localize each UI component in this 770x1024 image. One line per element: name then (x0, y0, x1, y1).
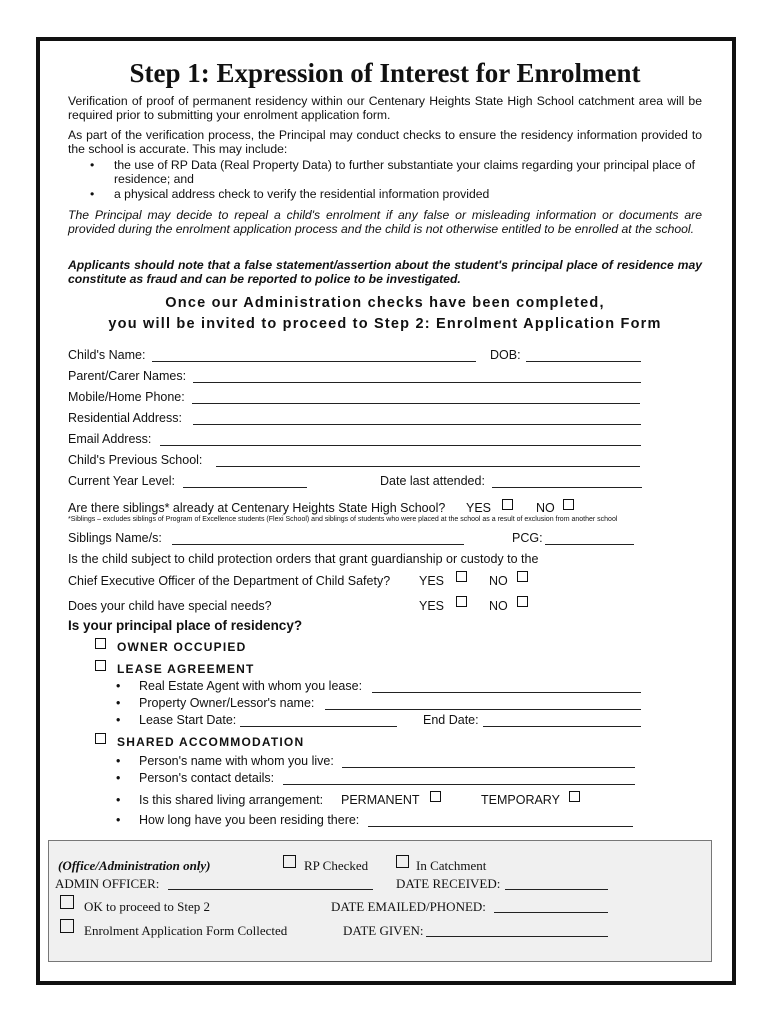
protection-no-label: NO (489, 574, 508, 588)
agent-label: Real Estate Agent with whom you lease: (139, 679, 363, 693)
date-last-attended-label: Date last attended: (380, 474, 485, 488)
protection-no-checkbox[interactable] (517, 571, 528, 582)
temporary-label: TEMPORARY (481, 793, 560, 807)
parent-names-label: Parent/Carer Names: (68, 369, 187, 383)
office-heading: (Office/Administration only) (58, 858, 211, 873)
fraud-warning: Applicants should note that a false statement/assertion about the student's principal place of residence may constitute as fraud and can be reported to police to be investigated. (68, 258, 702, 286)
bullet-icon: • (116, 713, 121, 727)
intro-paragraph-1: Verification of proof of permanent residency within our Centenary Heights State High School catchment area will be required prior to submitting your enrolment application form. (68, 94, 702, 122)
phone-field[interactable] (192, 403, 640, 404)
ok-step2-label: OK to proceed to Step 2 (84, 899, 211, 914)
notice-line-2: you will be invited to proceed to Step 2: Enrolment Application Form (108, 316, 662, 332)
bullet-icon: • (116, 754, 121, 768)
child-name-label: Child's Name: (68, 348, 146, 362)
bullet-icon: • (116, 696, 121, 710)
siblings-footnote: *Siblings – excludes siblings of Program of Excellence students (Flexi School) and siblings of students who were placed at the school as a result of exclusion from another school (68, 516, 618, 523)
siblings-yes-checkbox[interactable] (502, 499, 513, 510)
residency-question: Is your principal place of residency? (68, 618, 303, 633)
email-field[interactable] (160, 445, 641, 446)
pcg-label: PCG: (512, 531, 543, 545)
temporary-checkbox[interactable] (569, 791, 580, 802)
rp-checked-label: RP Checked (304, 858, 369, 873)
date-emailed-label: DATE EMAILED/PHONED: (331, 899, 486, 914)
arrangement-label: Is this shared living arrangement: (139, 793, 324, 807)
rp-checked-checkbox[interactable] (283, 855, 296, 868)
siblings-names-label: Siblings Name/s: (68, 531, 162, 545)
bullet-item: • the use of RP Data (Real Property Data) to further substantiate your claims regarding your principal place of residence; and (90, 158, 696, 186)
date-received-field[interactable] (505, 889, 608, 890)
person-name-field[interactable] (342, 767, 635, 768)
owner-occupied-label: OWNER OCCUPIED (117, 640, 247, 654)
email-label: Email Address: (68, 432, 152, 446)
in-catchment-checkbox[interactable] (396, 855, 409, 868)
special-needs-yes-checkbox[interactable] (456, 596, 467, 607)
siblings-names-field[interactable] (172, 544, 464, 545)
bullet-icon: • (116, 813, 121, 827)
contact-details-label: Person's contact details: (139, 771, 275, 785)
person-name-label: Person's name with whom you live: (139, 754, 334, 768)
date-received-label: DATE RECEIVED: (396, 876, 501, 891)
lease-end-label: End Date: (423, 713, 479, 727)
address-field[interactable] (193, 424, 641, 425)
agent-field[interactable] (372, 692, 641, 693)
protection-yes-checkbox[interactable] (456, 571, 467, 582)
notice-line-1: Once our Administration checks have been completed, (165, 295, 605, 311)
date-emailed-field[interactable] (494, 912, 608, 913)
duration-field[interactable] (368, 826, 633, 827)
form-collected-label: Enrolment Application Form Collected (84, 923, 288, 938)
special-needs-no-label: NO (489, 599, 508, 613)
lessor-name-label: Property Owner/Lessor's name: (139, 696, 315, 710)
phone-label: Mobile/Home Phone: (68, 390, 185, 404)
siblings-no-checkbox[interactable] (563, 499, 574, 510)
bullet-icon: • (90, 187, 95, 201)
siblings-question: Are there siblings* already at Centenary Heights State High School? (68, 501, 446, 515)
shared-accommodation-label: SHARED ACCOMMODATION (117, 735, 305, 749)
lease-agreement-label: LEASE AGREEMENT (117, 662, 255, 676)
dob-label: DOB: (490, 348, 521, 362)
admin-officer-label: ADMIN OFFICER: (55, 876, 160, 891)
child-name-field[interactable] (152, 361, 476, 362)
prev-school-field[interactable] (216, 466, 640, 467)
owner-occupied-checkbox[interactable] (95, 638, 106, 649)
parent-names-field[interactable] (193, 382, 641, 383)
bullet-icon: • (116, 793, 121, 807)
shared-accommodation-checkbox[interactable] (95, 733, 106, 744)
permanent-label: PERMANENT (341, 793, 420, 807)
siblings-yes-label: YES (466, 501, 492, 515)
lease-start-label: Lease Start Date: (139, 713, 237, 727)
date-given-field[interactable] (426, 936, 608, 937)
special-needs-yes-label: YES (419, 599, 445, 613)
lessor-name-field[interactable] (325, 709, 641, 710)
lease-start-field[interactable] (240, 726, 397, 727)
italic-note: The Principal may decide to repeal a child's enrolment if any false or misleading information or documents are provided during the enrolment application process and the child is not otherwise entitled to be enrolled at the school. (68, 208, 702, 236)
page-title: Step 1: Expression of Interest for Enrolment (129, 58, 641, 88)
bullet-icon: • (90, 158, 95, 172)
contact-details-field[interactable] (283, 784, 635, 785)
bullet-item: • a physical address check to verify the residential information provided (90, 187, 490, 201)
permanent-checkbox[interactable] (430, 791, 441, 802)
lease-end-field[interactable] (483, 726, 641, 727)
admin-officer-field[interactable] (168, 889, 373, 890)
special-needs-question: Does your child have special needs? (68, 599, 272, 613)
protection-yes-label: YES (419, 574, 445, 588)
date-last-attended-field[interactable] (492, 487, 642, 488)
duration-label: How long have you been residing there: (139, 813, 360, 827)
date-given-label: DATE GIVEN: (343, 923, 424, 938)
protection-question-line-1: Is the child subject to child protection orders that grant guardianship or custody to the (68, 552, 539, 566)
address-label: Residential Address: (68, 411, 182, 425)
protection-question-line-2: Chief Executive Officer of the Department of Child Safety? (68, 574, 391, 588)
special-needs-no-checkbox[interactable] (517, 596, 528, 607)
bullet-icon: • (116, 679, 121, 693)
pcg-field[interactable] (545, 544, 634, 545)
prev-school-label: Child's Previous School: (68, 453, 203, 467)
year-level-field[interactable] (183, 487, 307, 488)
bullet-icon: • (116, 771, 121, 785)
form-collected-checkbox[interactable] (60, 919, 74, 933)
year-level-label: Current Year Level: (68, 474, 176, 488)
siblings-no-label: NO (536, 501, 555, 515)
dob-field[interactable] (526, 361, 641, 362)
lease-agreement-checkbox[interactable] (95, 660, 106, 671)
in-catchment-label: In Catchment (416, 858, 487, 873)
ok-step2-checkbox[interactable] (60, 895, 74, 909)
intro-paragraph-2: As part of the verification process, the Principal may conduct checks to ensure the residency information provided to the school is accurate. This may include: (68, 128, 702, 156)
